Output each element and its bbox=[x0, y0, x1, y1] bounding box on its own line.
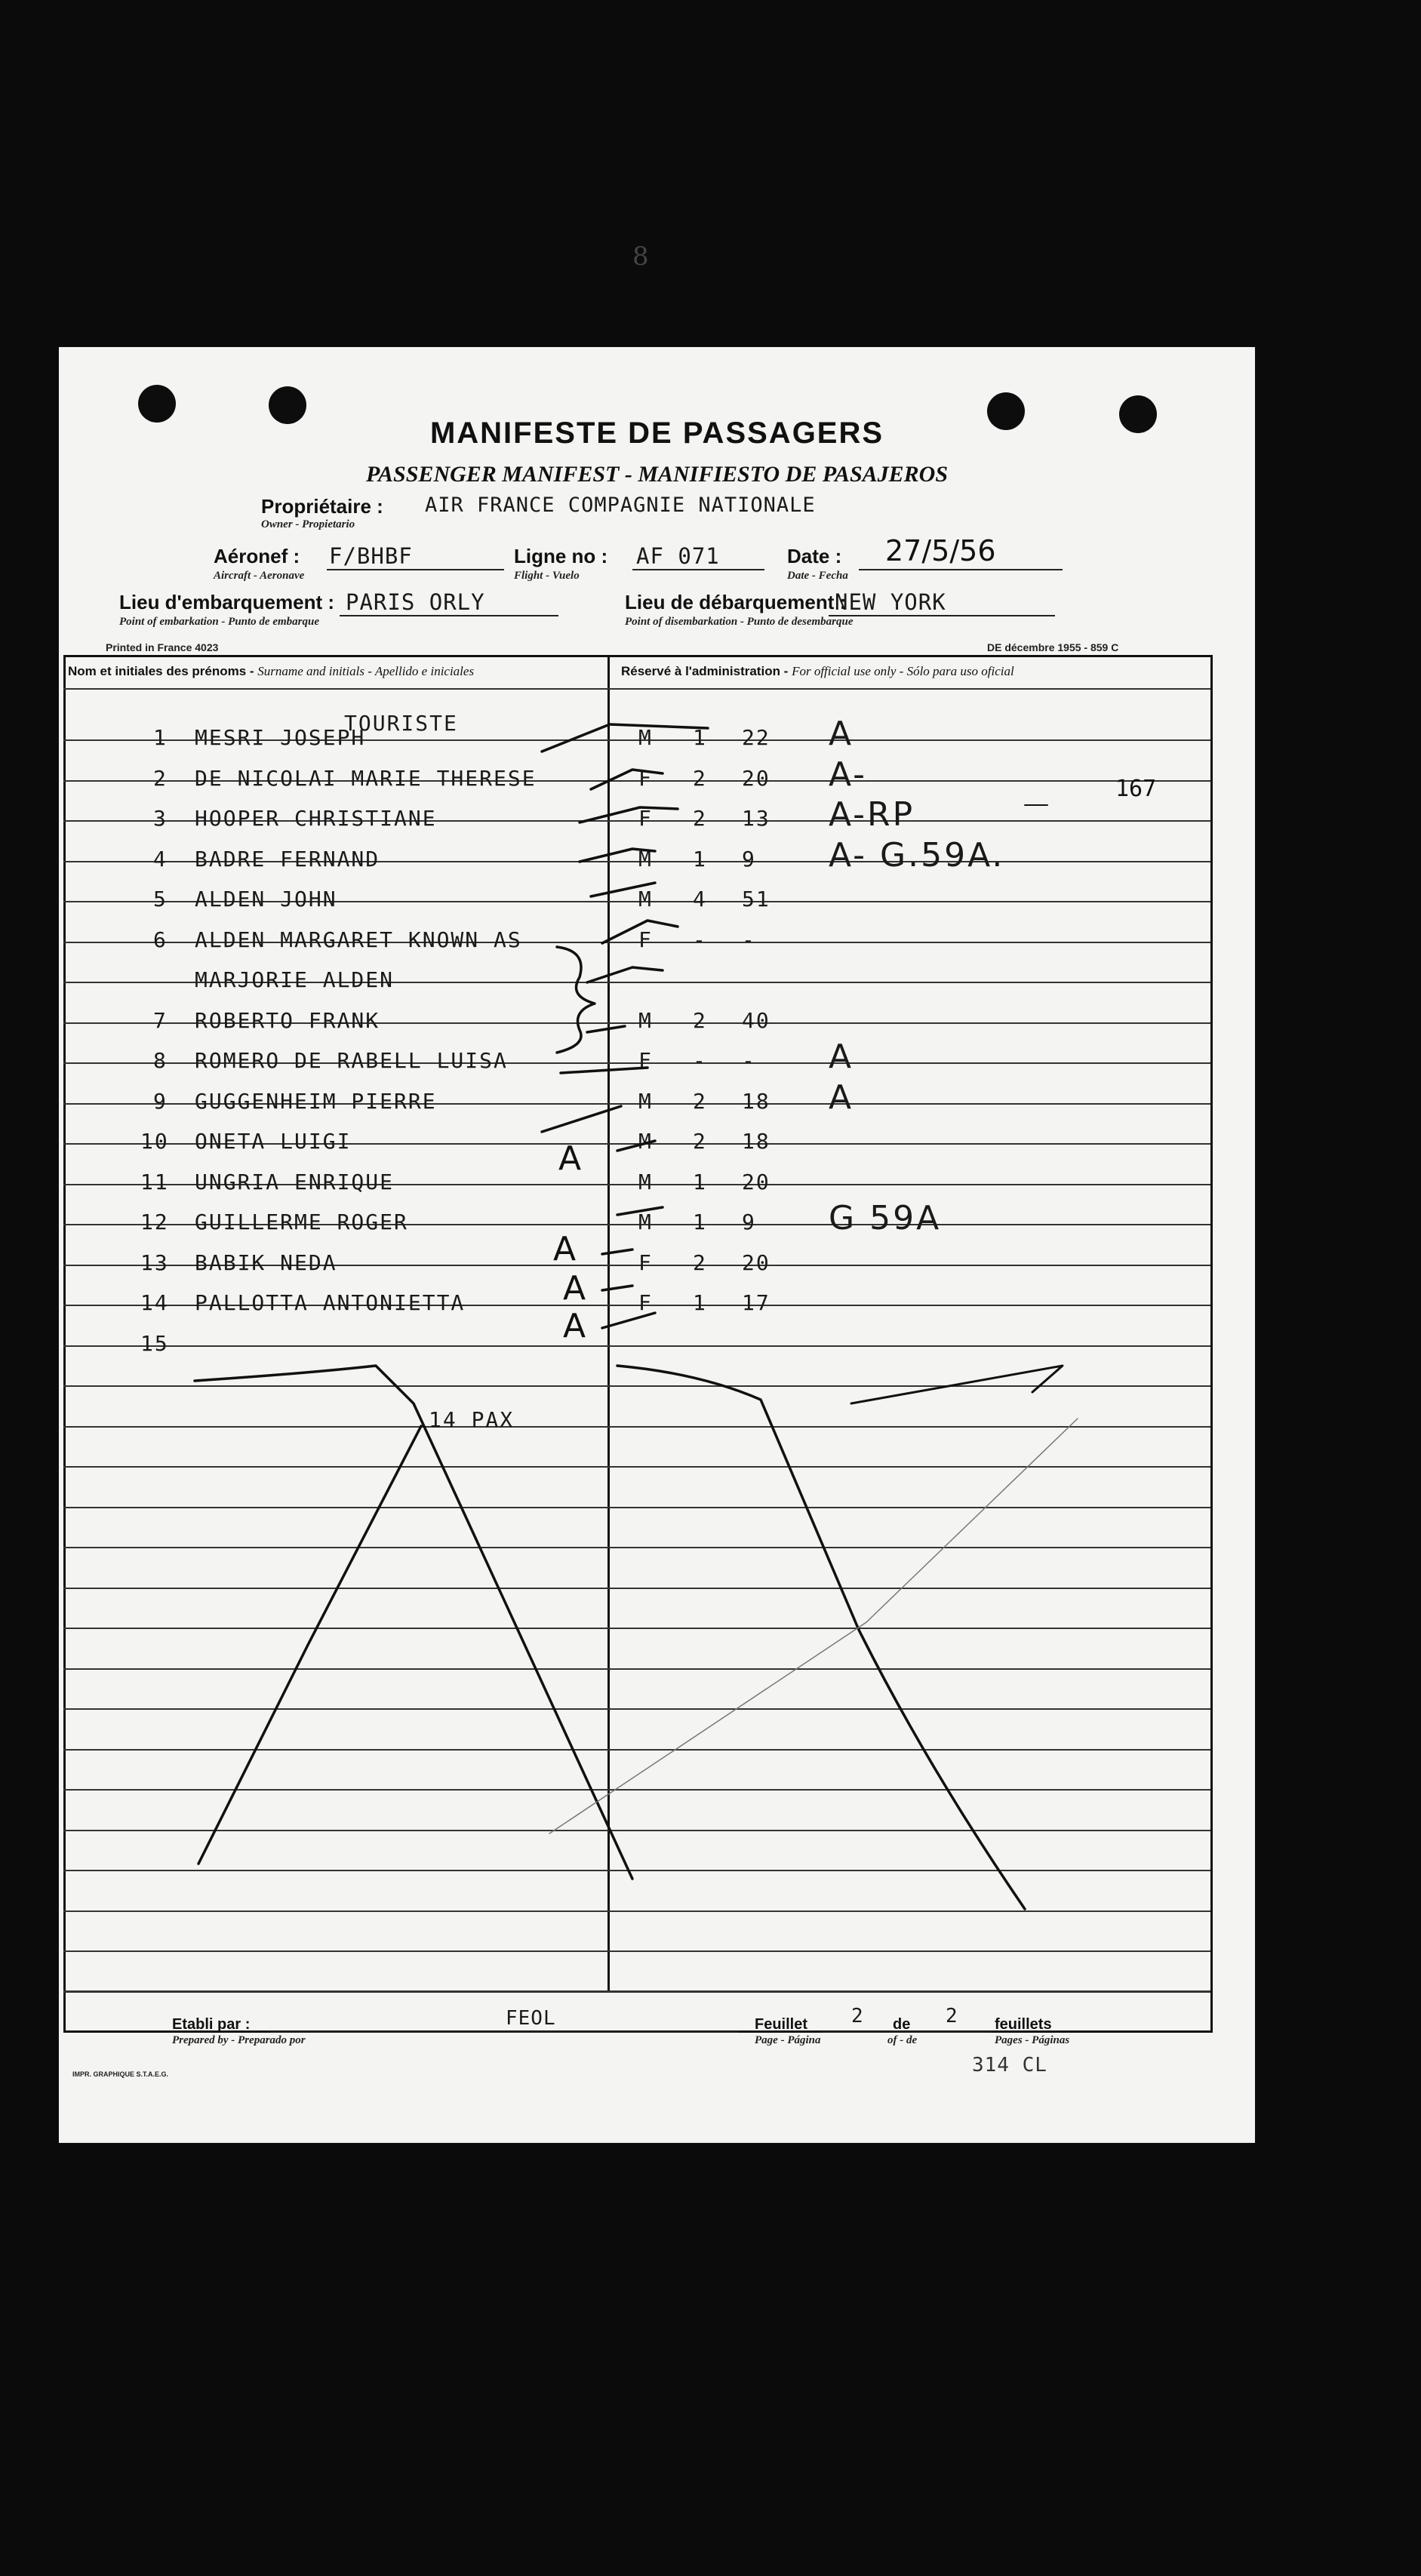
passenger-code: 1 bbox=[693, 1210, 707, 1234]
col-head-names-alt: Surname and initials - Apellido e iniciales bbox=[257, 664, 475, 678]
passenger-name: ROBERTO FRANK bbox=[195, 1007, 380, 1033]
tick-mark bbox=[580, 807, 678, 822]
sheet-de: de bbox=[893, 2016, 911, 2033]
passenger-name: DE NICOLAI MARIE THERESE bbox=[195, 765, 537, 791]
passenger-number: 5 bbox=[153, 887, 168, 911]
passenger-number: 10 bbox=[140, 1129, 169, 1154]
strike-line bbox=[198, 1426, 421, 1864]
tick-mark bbox=[580, 849, 655, 862]
passenger-weight: 20 bbox=[742, 1250, 770, 1275]
line-value: AF 071 bbox=[636, 543, 720, 569]
passenger-note: A- G.59A. bbox=[829, 835, 1005, 875]
tick-mark bbox=[617, 1207, 663, 1215]
stamp-number: 167 bbox=[1115, 776, 1157, 802]
tick-mark bbox=[591, 770, 663, 789]
total-pax: 14 PAX bbox=[429, 1407, 515, 1432]
left-mark-10: A bbox=[558, 1139, 582, 1178]
passenger-sex: M bbox=[638, 846, 653, 871]
passenger-note: G 59A bbox=[829, 1199, 942, 1237]
left-mark-12: A bbox=[553, 1230, 577, 1268]
passenger-number: 15 bbox=[140, 1330, 169, 1356]
passenger-weight: 20 bbox=[742, 1169, 770, 1194]
col-head-admin-alt: For official use only - Sólo para uso oficial bbox=[792, 664, 1014, 678]
passenger-weight: 22 bbox=[742, 725, 770, 750]
sheet-no: 2 bbox=[851, 2005, 864, 2027]
passenger-code: 1 bbox=[693, 846, 707, 871]
passenger-name: ALDEN JOHN bbox=[195, 887, 337, 911]
passenger-note: A bbox=[829, 1037, 854, 1076]
passenger-number: 9 bbox=[153, 1088, 168, 1114]
sheet-sub-3: Pages - Páginas bbox=[995, 2034, 1070, 2046]
passenger-name: BABIK NEDA bbox=[195, 1250, 337, 1275]
passenger-code: 2 bbox=[693, 1129, 707, 1154]
tick-mark bbox=[591, 883, 655, 896]
passenger-number: 1 bbox=[153, 725, 168, 750]
aircraft-label: Aéronef : bbox=[214, 545, 300, 567]
handwriting-layer bbox=[59, 347, 1255, 2143]
printed-note: Printed in France 4023 bbox=[106, 641, 219, 653]
passenger-code: 2 bbox=[693, 1007, 707, 1033]
passenger-name: HOOPER CHRISTIANE bbox=[195, 806, 437, 831]
form-code: DE décembre 1955 - 859 C bbox=[987, 641, 1119, 653]
passenger-weight: 18 bbox=[742, 1129, 770, 1154]
tick-mark bbox=[587, 967, 663, 982]
tick-mark bbox=[602, 921, 678, 943]
owner-value: AIR FRANCE COMPAGNIE NATIONALE bbox=[425, 493, 816, 517]
passenger-weight: 9 bbox=[742, 1210, 756, 1234]
passenger-code: 2 bbox=[693, 806, 707, 831]
passenger-sex: F bbox=[638, 1290, 653, 1315]
passenger-sex: F bbox=[638, 1048, 653, 1073]
passenger-name: ONETA LUIGI bbox=[195, 1129, 352, 1154]
passenger-sex: F bbox=[638, 1250, 653, 1275]
line-label: Ligne no : bbox=[514, 545, 608, 567]
owner-sub: Owner - Propietario bbox=[261, 518, 355, 530]
strike-line bbox=[617, 1366, 1025, 1909]
passenger-weight: 13 bbox=[742, 806, 770, 831]
passenger-name: ROMERO DE RABELL LUISA bbox=[195, 1048, 508, 1073]
passenger-number: 2 bbox=[153, 765, 168, 791]
left-mark-13: A bbox=[563, 1269, 586, 1308]
title-french: MANIFESTE DE PASSAGERS bbox=[429, 417, 884, 450]
passenger-sex: M bbox=[638, 1210, 653, 1234]
tick-mark bbox=[602, 1313, 655, 1328]
brace-mark bbox=[557, 947, 595, 1053]
tick-mark bbox=[561, 1068, 647, 1073]
disembark-label: Lieu de débarquement : bbox=[625, 591, 847, 613]
col-head-admin-fr: Réservé à l'administration - bbox=[621, 664, 789, 678]
passenger-number: 14 bbox=[140, 1290, 169, 1315]
prepared-sub: Prepared by - Preparado por bbox=[172, 2034, 306, 2046]
passenger-number: 13 bbox=[140, 1250, 169, 1275]
prepared-value: FEOL bbox=[506, 2007, 556, 2030]
embark-sub: Point of embarkation - Punto de embarque bbox=[119, 616, 320, 628]
passenger-weight: 17 bbox=[742, 1290, 770, 1315]
date-label: Date : bbox=[787, 545, 842, 567]
passenger-name: BADRE FERNAND bbox=[195, 846, 380, 871]
left-mark-14: A bbox=[563, 1307, 586, 1345]
passenger-sex: M bbox=[638, 1007, 653, 1033]
passenger-weight: 51 bbox=[742, 887, 770, 911]
strike-line bbox=[549, 1419, 1078, 1834]
passenger-note: A-RP bbox=[829, 795, 915, 834]
aircraft-sub: Aircraft - Aeronave bbox=[214, 570, 305, 582]
passenger-code: 1 bbox=[693, 725, 707, 750]
tick-mark bbox=[587, 1026, 625, 1032]
passenger-code: 1 bbox=[693, 1169, 707, 1194]
passenger-weight: - bbox=[742, 1048, 756, 1073]
passenger-note: A- bbox=[829, 755, 868, 794]
passenger-sex: M bbox=[638, 725, 653, 750]
line-sub: Flight - Vuelo bbox=[514, 570, 580, 582]
disembark-value: NEW YORK bbox=[835, 589, 946, 615]
passenger-sex: M bbox=[638, 887, 653, 911]
sheet-total: 2 bbox=[946, 2005, 958, 2027]
tick-mark bbox=[617, 1141, 655, 1151]
passenger-name: GUGGENHEIM PIERRE bbox=[195, 1088, 437, 1114]
date-sub: Date - Fecha bbox=[787, 570, 848, 582]
tick-mark bbox=[542, 724, 708, 752]
passenger-number: 8 bbox=[153, 1048, 168, 1073]
passenger-number: 3 bbox=[153, 806, 168, 831]
embark-label: Lieu d'embarquement : bbox=[119, 591, 334, 613]
passenger-name: GUILLERME ROGER bbox=[195, 1210, 408, 1234]
passenger-weight: 9 bbox=[742, 846, 756, 871]
passenger-name: MESRI JOSEPH bbox=[195, 725, 366, 750]
section-heading: TOURISTE bbox=[344, 711, 458, 736]
passenger-name: ALDEN MARGARET KNOWN AS bbox=[195, 927, 522, 952]
passenger-number: 12 bbox=[140, 1210, 169, 1234]
printer-note: IMPR. GRAPHIQUE S.T.A.E.G. bbox=[72, 2070, 169, 2078]
aircraft-value: F/BHBF bbox=[329, 543, 413, 569]
prepared-label: Etabli par : bbox=[172, 2016, 251, 2033]
passenger-code: 4 bbox=[693, 887, 707, 911]
strike-line bbox=[851, 1366, 1063, 1403]
passenger-code: 1 bbox=[693, 1290, 707, 1315]
passenger-number: 7 bbox=[153, 1007, 168, 1033]
passenger-sex: M bbox=[638, 1169, 653, 1194]
passenger-note: A bbox=[829, 1077, 854, 1117]
disembark-sub: Point of disembarkation - Punto de desembarque bbox=[625, 616, 854, 628]
passenger-weight: 20 bbox=[742, 765, 770, 791]
tick-mark bbox=[542, 1106, 621, 1132]
passenger-name: UNGRIA ENRIQUE bbox=[195, 1169, 395, 1194]
manifest-sheet bbox=[59, 241, 1255, 2143]
passenger-sex: M bbox=[638, 1129, 653, 1154]
col-head-names-fr: Nom et initiales des prénoms - bbox=[68, 664, 254, 678]
sheet-label: Feuillet bbox=[755, 2016, 808, 2033]
passenger-number: 6 bbox=[153, 927, 168, 952]
sheets-label: feuillets bbox=[995, 2016, 1052, 2033]
sheet-sub-2: of - de bbox=[887, 2034, 918, 2046]
passenger-name: PALLOTTA ANTONIETTA bbox=[195, 1290, 466, 1315]
embark-value: PARIS ORLY bbox=[346, 589, 485, 615]
passenger-code: - bbox=[693, 1048, 707, 1073]
passenger-sex: F bbox=[638, 927, 653, 952]
passenger-note: A bbox=[829, 715, 854, 753]
stray-mark: 8 bbox=[632, 241, 649, 272]
passenger-code: 2 bbox=[693, 1250, 707, 1275]
passenger-sex: M bbox=[638, 1088, 653, 1114]
bottom-code: 314 CL bbox=[972, 2054, 1047, 2076]
passenger-code: 2 bbox=[693, 1088, 707, 1114]
passenger-weight: - bbox=[742, 927, 756, 952]
owner-label: Propriétaire : bbox=[261, 495, 383, 518]
passenger-number: 11 bbox=[140, 1169, 169, 1194]
date-value: 27/5/56 bbox=[885, 534, 996, 567]
passenger-name: MARJORIE ALDEN bbox=[195, 967, 395, 992]
sheet-sub-1: Page - Página bbox=[755, 2034, 821, 2046]
passenger-weight: 18 bbox=[742, 1088, 770, 1114]
passenger-code: - bbox=[693, 927, 707, 952]
passenger-number: 4 bbox=[153, 846, 168, 871]
tick-mark bbox=[602, 1250, 632, 1254]
tick-mark bbox=[602, 1286, 632, 1290]
passenger-sex: F bbox=[638, 806, 653, 831]
passenger-code: 2 bbox=[693, 765, 707, 791]
passenger-sex: F bbox=[638, 765, 653, 791]
passenger-weight: 40 bbox=[742, 1007, 770, 1033]
title-english: PASSENGER MANIFEST - MANIFIESTO DE PASAJEROS bbox=[365, 462, 949, 487]
